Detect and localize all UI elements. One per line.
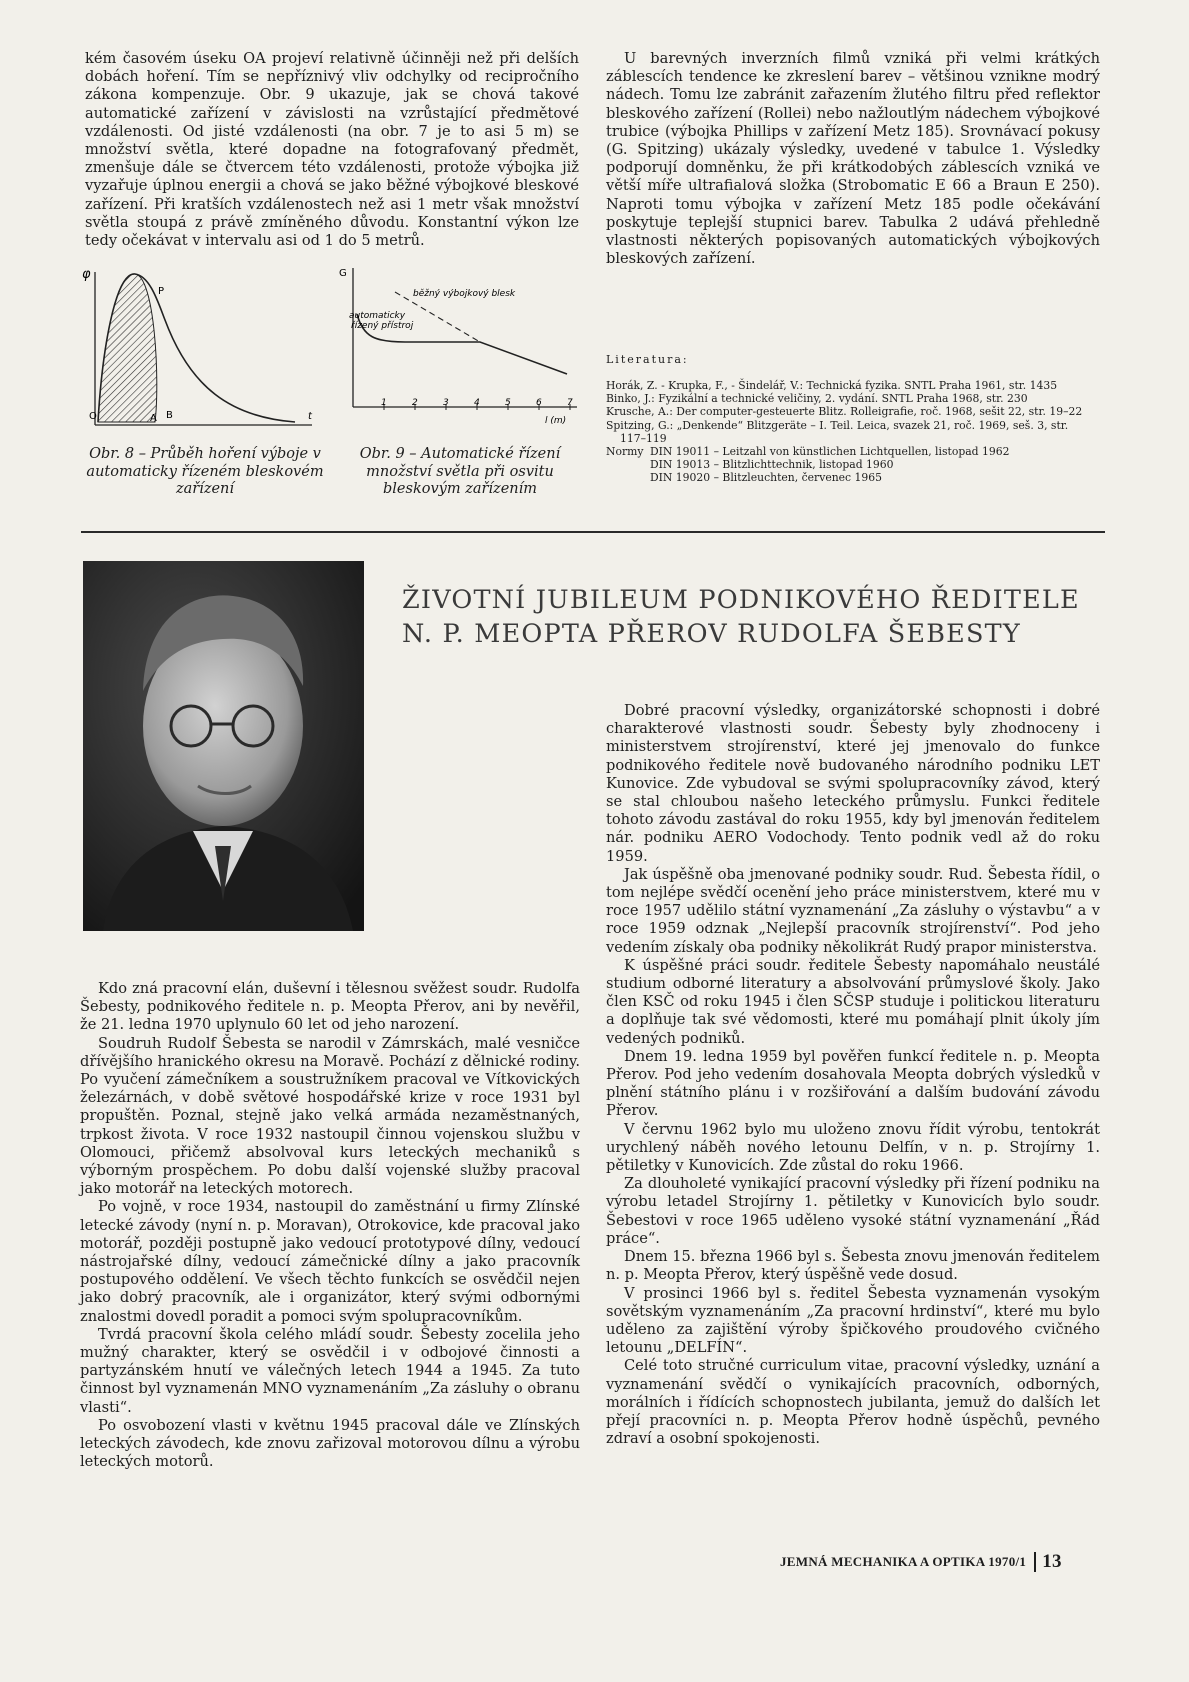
headline-line-1: ŽIVOTNÍ JUBILEUM PODNIKOVÉHO ŘEDITELE (402, 585, 1080, 615)
article-continuation-right (606, 50, 1100, 268)
paragraph: Soudruh Rudolf Šebesta se narodil v Zámrskách, malé vesničce dřívějšího hranického okresu na Moravě. Pochází z dělnické rodiny. Po vyučení zámečníkem a soustružníkem pracoval ve Vítkovických železárnách, v době světové hospodářské krize v roce 1931 byl propuštěn. Poznal, stejně jako velká armáda nezaměstnaných, trpkost života. V roce 1932 nastoupil činnou vojenskou službu v Olomouci, přičemž absolvoval kurs leteckých mechaniků s výborným prospěchem. Po dobu další vojenské služby pracoval jako motorář na leteckých motorech. (80, 1034, 580, 1198)
fig8-label-t: t (308, 411, 312, 422)
fig8-label-p: P (158, 286, 165, 297)
section-divider (81, 531, 1105, 533)
reference-item: Horák, Z. - Krupka, F., - Šindelář, V.: Technická fyzika. SNTL Praha 1961, str. 1435 (606, 379, 1058, 392)
norm-row (606, 458, 1096, 471)
paragraph: Po vojně, v roce 1934, nastoupil do zaměstnání u firmy Zlínské letecké závody (nyní n. p. Moravan), Otrokovice, kde pracoval jako motorář, později postupně jako vedoucí prototypové dílny, vedoucí nástrojařské dílny, vedoucí zámečnické dílny a jako pracovník postupového oddělení. Ve všech těchto funkcích se osvědčil nejen jako dobrý pracovník, ale i organizátor, který svými odbornými znalostmi dovedl poradit a pomoci svým spolupracovníkům. (80, 1198, 580, 1325)
fig9-label-y: G (339, 268, 347, 279)
portrait-photo (83, 561, 364, 931)
page-number: 13 (1042, 1551, 1062, 1572)
fig9-tick-label: 3 (443, 398, 449, 408)
hatched-area (98, 274, 157, 422)
paragraph: Za dlouholeté vynikající pracovní výsledky při řízení podniku na výrobu letadel Strojírny 1. pětiletky v Kunovicích bylo soudr. Šebestovi v roce 1965 uděleno vysoké státní vyznamenání „Řád práce“. (606, 1175, 1100, 1247)
norm-item: DIN 19013 – Blitzlichttechnik, listopad 1960 (650, 458, 894, 472)
norm-item: DIN 19020 – Blitzleuchten, červenec 1965 (650, 471, 883, 485)
paragraph: Dnem 19. ledna 1959 byl pověřen funkcí ředitele n. p. Meopta Přerov. Pod jeho vedením dosahovala Meopta dobrých výsledků v plnění státního plánu i v rozšiřování a dalším budování závodu Přerov. (606, 1047, 1100, 1120)
literature-heading: Literatura: (606, 353, 689, 366)
fig9-tick-label: 4 (474, 398, 480, 408)
fig9-label-x: l (m) (545, 416, 567, 426)
fig8-label-a: A (150, 413, 157, 424)
fig9-tick-label: 1 (381, 398, 387, 408)
fig9-label-automatic (349, 311, 414, 331)
footer-separator (1034, 1552, 1036, 1572)
fig8-label-b: B (166, 410, 173, 421)
paragraph: Po osvobození vlasti v květnu 1945 pracoval dále ve Zlínských leteckých závodech, kde znovu zařizoval motorovou dílnu a výrobu leteckých motorů. (80, 1416, 580, 1471)
norm-row (606, 445, 1096, 458)
journal-name: JEMNÁ MECHANIKA A OPTIKA 1970/1 (780, 1554, 1027, 1569)
fig8-label-o: O (89, 411, 97, 422)
fig9-tick-label: 6 (536, 398, 542, 408)
paragraph: V prosinci 1966 byl s. ředitel Šebesta vyznamenán vysokým sovětským vyznamenáním „Za pracovní hrdinství“, které mu bylo uděleno za zajištění výroby špičkového proudového cvičného letounu „DELFÍN“. (606, 1284, 1100, 1357)
article-headline (402, 583, 1102, 651)
fig9-tick-label: 7 (567, 398, 573, 408)
figure-8-graph (80, 262, 320, 432)
paragraph: kém časovém úseku OA projeví relativně účinněji než při delších dobách hoření. Tím se nepříznivý vliv odchylky od recipročního zákona kompenzuje. Obr. 9 ukazuje, jak se chová takové automatické zařízení v závislosti na vzrůstající předmětové vzdálenosti. Od jisté vzdálenosti (na obr. 7 je to asi 5 m) se množství světla, které dopadne na fotografovaný předmět, zmenšuje dále se čtvercem této vzdálenosti, protože výbojka již vyzařuje úplnou energii a chová se jako běžné výbojkové bleskové zařízení. Při kratších vzdálenostech než asi 1 metr však množství světla stoupá z právě zmíněného důvodu. Konstantní výkon lze tedy očekávat v intervalu asi od 1 do 5 metrů. (85, 50, 579, 250)
reference-item: Spitzing, G.: „Denkende“ Blitzgeräte – I. Teil. Leica, svazek 21, roč. 1969, seš. 3, str. 117–119 (606, 418, 1069, 445)
paragraph: Dobré pracovní výsledky, organizátorské schopnosti i dobré charakterové vlastnosti soudr. Šebesty byly zhodnoceny i ministerstvem strojírenství, které jej jmenovalo do funkce podnikového ředitele nově budovaného národního podniku LET Kunovice. Zde vybudoval se svými spolupracovníky závod, který se stal chloubou našeho leteckého průmyslu. Funkci ředitele tohoto závodu zastával do roku 1955, kdy byl jmenován ředitelem nár. podniku AERO Vodochody. Tento podnik vedl až do roku 1959. (606, 702, 1100, 865)
paragraph: Celé toto stručné curriculum vitae, pracovní výsledky, uznání a vyznamenání svědčí o vynikajících pracovních, odborných, morálních i řídících schopnostech jubilanta, jemuž do dalších let přejí pracovníci n. p. Meopta Přerov hodně úspěchů, pevného zdraví a osobní spokojenosti. (606, 1357, 1100, 1448)
paragraph: Tvrdá pracovní škola celého mládí soudr. Šebesty zocelila jeho mužný charakter, který se osvědčil i v odbojové činnosti a partyzánském hnutí ve válečných letech 1944 a 1945. Za tuto činnost byl vyznamenán MNO vyznamenáním „Za zásluhy o obranu vlasti“. (80, 1325, 580, 1416)
figure-8-caption: Obr. 8 – Průběh hoření výboje v automaticky řízeném bleskovém zařízení (86, 446, 324, 497)
norms-spacer (606, 458, 650, 471)
fig9-tick-label: 2 (412, 398, 418, 408)
figure-9-caption: Obr. 9 – Automatické řízení množství světla při osvitu bleskovým zařízením (359, 446, 561, 497)
norm-row (606, 471, 1096, 484)
fig8-label-y: φ (82, 267, 91, 282)
norm-item: DIN 19011 – Leitzahl von künstlichen Lichtquellen, listopad 1962 (650, 445, 1010, 459)
fig9-label-automatic-line1: automaticky (349, 311, 406, 321)
paragraph: U barevných inverzních filmů vzniká při velmi krátkých záblescích tendence ke zkreslení barev – většinou vznikne modrý nádech. Tomu lze zabránit zařazením žlutého filtru před reflektor bleskového zařízení (Rollei) nebo nažloutlým nádechem výbojkové trubice (výbojka Phillips v zařízení Metz 185). Srovnávací pokusy (G. Spitzing) ukázaly výsledky, uvedené v tabulce 1. Výsledky podporují domněnku, že při krátkodobých záblescích vzniká ve větší míře ultrafialová složka (Strobomatic E 66 a Braun E 250). Naproti tomu výbojka v zařízení Metz 185 podle očekávání poskytuje teplejší stupnici barev. Tabulka 2 udává přehledně vlastnosti některých popisovaných automatických výbojkových bleskových zařízení. (606, 50, 1100, 268)
figure-9-graph (335, 262, 585, 432)
paragraph: Jak úspěšně oba jmenované podniky soudr. Rud. Šebesta řídil, o tom nejlépe svědčí ocenění jeho práce ministerstvem, které mu v roce 1957 udělilo státní vyznamenání „Za zásluhy o výstavbu“ a v roce 1959 odznak „Nejlepší pracovník strojírenství“. Pod jeho vedením získaly oba podniky několikrát Rudý prapor ministerstva. (606, 865, 1100, 956)
article-body-right (606, 702, 1100, 1448)
literature-list (606, 379, 1096, 485)
reference-item: Krusche, A.: Der computer-gesteuerte Blitz. Rolleigrafie, roč. 1968, sešit 22, str. 19–22 (606, 405, 1083, 419)
page-footer (780, 1551, 1062, 1573)
portrait-illustration (83, 561, 364, 931)
headline-line-2: N. P. MEOPTA PŘEROV RUDOLFA ŠEBESTY (402, 619, 1021, 649)
article-body-left (80, 980, 580, 1471)
reference-item: Binko, J.: Fyzikální a technické veličiny, 2. vydání. SNTL Praha 1968, str. 230 (606, 392, 1028, 406)
fig9-label-automatic-line2: řízený přístroj (351, 321, 414, 331)
paragraph: K úspěšné práci soudr. ředitele Šebesty napomáhalo neustálé studium odborné literatury a absolvování průmyslové školy. Jako člen KSČ od roku 1945 i člen SČSP studuje i politickou literaturu a doplňuje tak své vědomosti, které mu pomáhají plnit úkoly jím vedených podniků. (606, 956, 1100, 1047)
fig9-tick-marks (381, 398, 573, 410)
paragraph: Kdo zná pracovní elán, duševní i tělesnou svěžest soudr. Rudolfa Šebesty, podnikového ředitele n. p. Meopta Přerov, ani by nevěřil, že 21. ledna 1970 uplynulo 60 let od jeho narození. (80, 980, 580, 1034)
fig9-label-standard: běžný výbojkový blesk (413, 289, 516, 299)
paragraph: Dnem 15. března 1966 byl s. Šebesta znovu jmenován ředitelem n. p. Meopta Přerov, který úspěšně vede dosud. (606, 1248, 1100, 1284)
paragraph: V červnu 1962 bylo mu uloženo znovu řídit výrobu, tentokrát urychlený náběh nového letounu Delfín, v n. p. Strojírny 1. pětiletky v Kunovicích. Zde zůstal do roku 1966. (606, 1120, 1100, 1175)
norms-spacer (606, 471, 650, 484)
article-continuation-left (85, 50, 579, 250)
norms-label: Normy (606, 445, 644, 459)
fig9-tick-label: 5 (505, 398, 511, 408)
